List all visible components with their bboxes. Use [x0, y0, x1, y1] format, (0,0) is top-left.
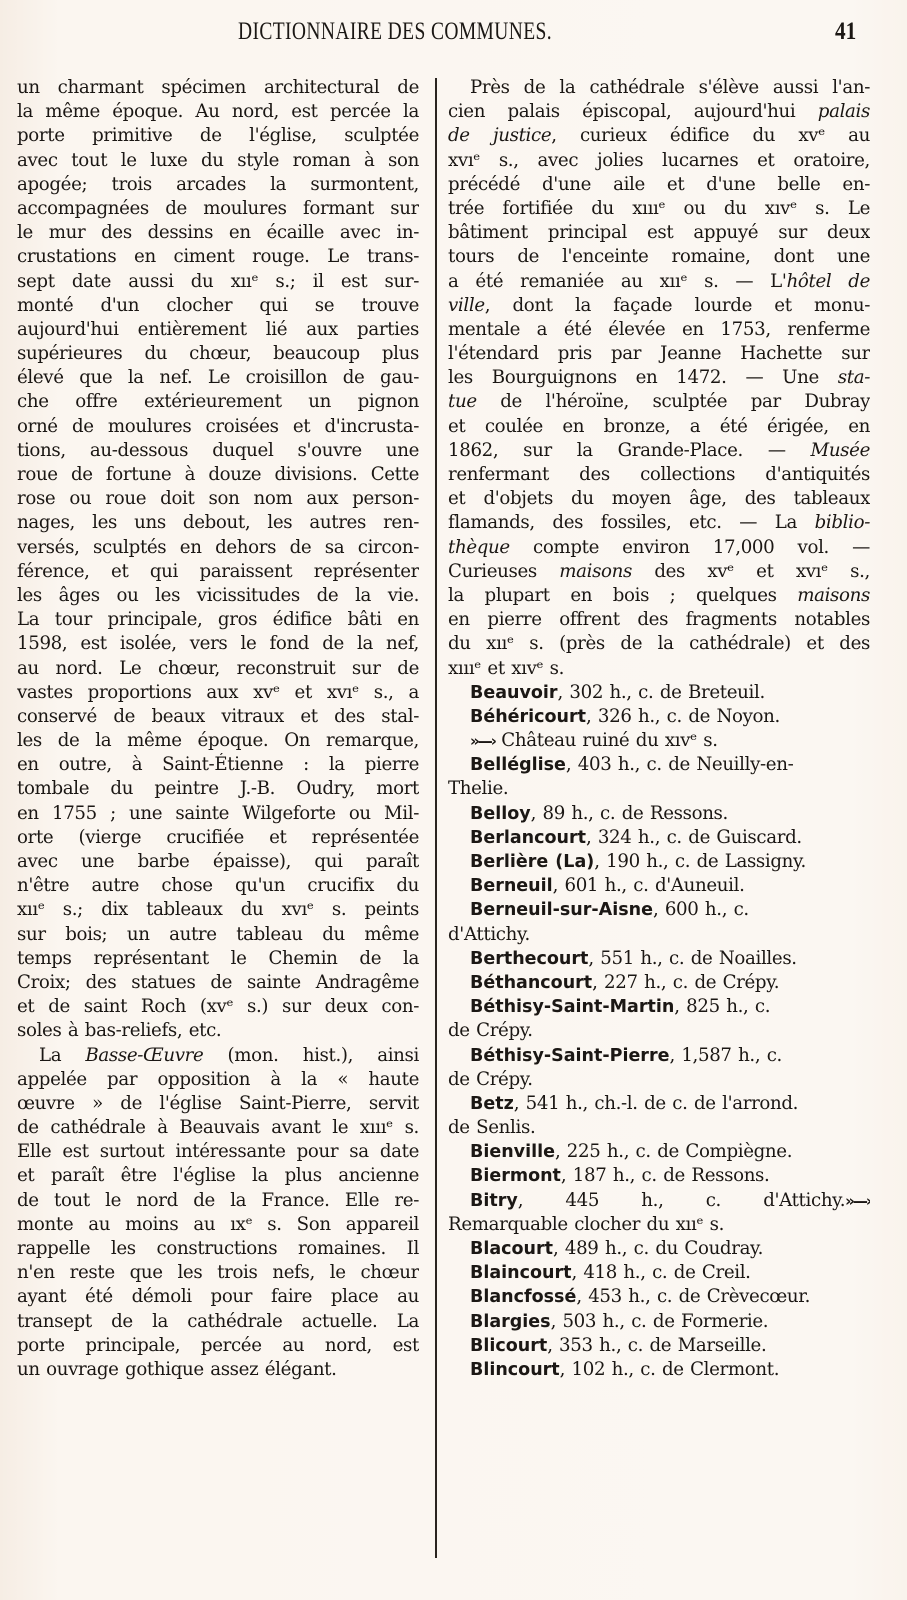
commune-details: , 227 h., c. de Crépy.	[592, 971, 780, 993]
text-run: La	[39, 1044, 86, 1066]
text-line: appelée par opposition à la « haute	[17, 1068, 419, 1090]
text-line	[448, 415, 870, 439]
text-line: élevé que la nef. Le croisillon de gau-	[17, 367, 419, 389]
text-line	[448, 632, 870, 656]
text-line: apogée; trois arcades la surmontent,	[17, 173, 419, 195]
text-line: ayant été démoli pour faire place au	[17, 1286, 419, 1308]
text-line: aujourd'hui entièrement lié aux parties	[17, 318, 419, 340]
text-line: accompagnées de moulures formant sur	[17, 197, 419, 219]
italic-term: ville	[448, 294, 485, 316]
text-line	[448, 487, 870, 511]
commune-entry	[448, 947, 870, 971]
text-line	[448, 439, 870, 463]
commune-details: , 190 h., c. de Lassigny.	[594, 851, 806, 872]
text-line	[448, 197, 870, 221]
italic-term: sta-	[837, 367, 870, 389]
italic-term: maisons	[559, 560, 633, 582]
text-line	[448, 536, 870, 560]
commune-details: , 353 h., c. de Marseille.	[547, 1334, 767, 1356]
text-line: Elle est surtout intéressante pour sa date	[17, 1141, 419, 1163]
italic-term: biblio-	[814, 512, 870, 534]
text-line	[448, 511, 870, 535]
text-run: xıııᵉ et xıvᵉ s.	[448, 657, 565, 679]
text-run: Curieuses	[448, 560, 560, 582]
text-line	[448, 366, 870, 390]
commune-details: , 489 h., c. du Coudray.	[553, 1238, 763, 1259]
italic-term: thèque	[448, 536, 510, 558]
text-run: renfermant des collections d'antiquités	[448, 464, 870, 485]
text-run: xvıᵉ s., avec jolies lucarnes et oratoire,	[448, 149, 870, 171]
entry-continuation	[448, 923, 870, 947]
commune-name: Blacourt	[470, 1239, 553, 1259]
text-run: en pierre offrent des fragments notables	[448, 609, 870, 631]
text-run: Château ruiné du xıvᵉ s.	[494, 730, 718, 752]
italic-term: Basse-Œuvre	[85, 1044, 204, 1066]
commune-name: Berneuil	[470, 876, 553, 897]
commune-entry	[448, 826, 870, 850]
running-title: DICTIONNAIRE DES COMMUNES.	[238, 18, 553, 45]
commune-entry	[448, 753, 870, 777]
text-line: un ouvrage gothique assez élégant.	[17, 1358, 337, 1380]
text-run: et coulée en bronze, a été érigée, en	[448, 415, 870, 437]
text-line: les de la même époque. On remarque,	[17, 730, 419, 752]
arrow-icon: »—›	[470, 732, 495, 751]
text-line: conservé de beaux vitraux et des stal-	[17, 705, 419, 727]
commune-entry	[448, 1044, 870, 1068]
commune-entry	[448, 1092, 870, 1116]
text-line	[448, 294, 870, 318]
commune-entry	[448, 681, 870, 705]
text-line: avec tout le luxe du style roman à son	[17, 149, 419, 171]
text-run: Thelie.	[448, 778, 509, 800]
italic-term: Musée	[810, 439, 870, 461]
commune-name: Béthisy-Saint-Martin	[470, 997, 675, 1018]
commune-name: Belloy	[470, 803, 531, 824]
page-header	[0, 18, 907, 54]
text-line	[448, 270, 870, 294]
italic-term: tue	[448, 391, 477, 413]
text-run: de l'héroïne, sculptée par Dubray	[476, 391, 870, 413]
left-column	[17, 76, 419, 1382]
text-run: tours de l'enceinte romaine, dont une	[448, 246, 870, 268]
commune-name: Berthecourt	[470, 948, 589, 969]
italic-term: maisons	[797, 584, 870, 606]
text-line: crustations en ciment rouge. Le trans-	[17, 246, 419, 268]
text-run: des xvᵉ et xvıᵉ s.,	[632, 560, 870, 582]
commune-entry	[448, 898, 870, 922]
text-line	[448, 342, 870, 366]
text-line: sept date aussi du xııᵉ s.; il est sur-	[17, 270, 419, 292]
text-line: tombale du peintre J.-B. Oudry, mort	[17, 778, 419, 800]
text-line: au nord. Le chœur, reconstruit sur de	[17, 657, 419, 679]
commune-name: Berneuil-sur-Aisne	[470, 900, 653, 921]
text-line: transept de la cathédrale actuelle. La	[17, 1310, 419, 1332]
italic-term: hôtel de	[786, 270, 870, 292]
commune-name: Blargies	[470, 1311, 551, 1332]
commune-entry	[448, 1164, 870, 1188]
text-line: de tout le nord de la France. Elle re-	[17, 1189, 419, 1211]
text-run: d'Attichy.	[448, 923, 530, 945]
text-run: flamands, des fossiles, etc. — La	[448, 512, 815, 534]
entry-continuation	[448, 1068, 870, 1092]
text-line	[448, 584, 870, 608]
text-line: rappelle les constructions romaines. Il	[17, 1238, 419, 1259]
commune-details: , 418 h., c. de Creil.	[571, 1262, 751, 1284]
text-line: orné de moulures croisées et d'incrusta-	[17, 415, 419, 437]
commune-details: , 503 h., c. de Formerie.	[550, 1310, 769, 1332]
commune-name: Blancfossé	[470, 1287, 577, 1308]
commune-entry	[448, 1237, 870, 1261]
commune-name: Biermont	[470, 1166, 561, 1187]
text-run: et d'objets du moyen âge, des tableaux	[448, 488, 870, 510]
commune-entry	[448, 995, 870, 1019]
text-line: che offre extérieurement un pignon	[17, 391, 419, 413]
commune-details: , 403 h., c. de Neuilly-en-	[565, 754, 794, 776]
text-line	[448, 245, 870, 269]
text-run: bâtiment principal est appuyé sur deux	[448, 222, 870, 244]
commune-entry	[448, 1189, 870, 1213]
text-line: n'en reste que les trois nefs, le chœur	[17, 1262, 419, 1284]
commune-entry	[448, 1285, 870, 1309]
text-line	[448, 318, 870, 342]
commune-name: Béthisy-Saint-Pierre	[470, 1045, 670, 1066]
text-line: le mur des dessins en écaille avec in-	[17, 222, 419, 244]
text-line	[448, 221, 870, 245]
text-line: 1598, est isolée, vers le fond de la nef,	[17, 633, 419, 655]
text-line	[448, 390, 870, 414]
text-line	[448, 608, 870, 632]
commune-name: Bienville	[470, 1142, 555, 1163]
text-line: La tour principale, gros édifice bâti en	[17, 609, 419, 631]
text-run: précédé d'une aile et d'une belle en-	[448, 173, 870, 195]
commune-details: , 89 h., c. de Ressons.	[530, 802, 728, 824]
text-line: monté d'un clocher qui se trouve	[17, 294, 419, 316]
commune-details: , 551 h., c. de Noailles.	[588, 947, 797, 969]
text-line	[448, 463, 870, 487]
commune-name: Belléglise	[470, 755, 566, 776]
text-run: a été remaniée au xııᵉ s. — L'	[448, 270, 787, 292]
commune-details: , 326 h., c. de Noyon.	[586, 705, 780, 727]
commune-details: , 541 h., ch.-l. de c. de l'arrond.	[513, 1092, 799, 1114]
text-run: la plupart en bois ; quelques	[448, 584, 798, 606]
text-line: n'être autre chose qu'un crucifix du	[17, 875, 419, 897]
text-line: porte principale, percée au nord, est	[17, 1334, 419, 1356]
text-run: du xııᵉ s. (près de la cathédrale) et des	[448, 633, 870, 655]
entry-continuation	[448, 777, 870, 801]
text-line: avec une barbe épaisse), qui paraît	[17, 851, 419, 872]
text-run: cien palais épiscopal, aujourd'hui	[448, 101, 818, 123]
commune-name: Blincourt	[470, 1359, 560, 1380]
text-line: porte primitive de l'église, sculptée	[17, 125, 419, 147]
text-line	[448, 149, 870, 173]
text-line: tions, au-dessous duquel s'ouvre une	[17, 439, 419, 461]
commune-name: Blaincourt	[470, 1263, 572, 1284]
text-line: de cathédrale à Beauvais avant le xıııᵉ s.	[17, 1117, 419, 1139]
text-run: les Bourguignons en 1472. — Une	[448, 367, 838, 389]
commune-details: , 825 h., c.	[674, 996, 771, 1018]
text-line: un charmant spécimen architectural de	[17, 77, 419, 98]
text-line	[448, 100, 870, 124]
text-line: temps représentant le Chemin de la	[17, 947, 419, 969]
text-run: Remarquable clocher du xııᵉ s.	[448, 1213, 725, 1235]
commune-entry	[448, 971, 870, 995]
commune-name: Blicourt	[470, 1335, 548, 1356]
commune-entry	[448, 802, 870, 826]
text-line: œuvre » de l'église Saint-Pierre, servit	[17, 1092, 419, 1114]
text-run: de Crépy.	[448, 1068, 533, 1090]
right-column	[448, 76, 870, 1382]
commune-details: , 102 h., c. de Clermont.	[559, 1358, 780, 1380]
text-line: Croix; des statues de sainte Andragême	[17, 971, 419, 993]
commune-name: Beauvoir	[470, 682, 558, 703]
commune-details: , 601 h., c. d'Auneuil.	[552, 875, 745, 897]
column-divider	[435, 78, 437, 1558]
text-line: roue de fortune à douze divisions. Cette	[17, 464, 419, 485]
text-line: et de saint Roch (xvᵉ s.) sur deux con-	[17, 996, 419, 1018]
text-line: xııᵉ s.; dix tableaux du xvıᵉ s. peints	[17, 899, 419, 921]
text-run: Près de la cathédrale s'élève aussi l'an-	[470, 77, 870, 98]
text-line: en outre, à Saint-Étienne : la pierre	[17, 754, 419, 776]
text-run: trée fortifiée du xıııᵉ ou du xıvᵉ s. Le	[448, 197, 870, 219]
text-run: 1862, sur la Grande-Place. —	[448, 439, 811, 461]
commune-name: Béhéricourt	[470, 706, 587, 727]
text-line	[17, 1044, 419, 1068]
commune-entry	[448, 874, 870, 898]
commune-name: Betz	[470, 1093, 514, 1114]
text-line: orte (vierge crucifiée et représentée	[17, 826, 419, 848]
text-line: nages, les uns debout, les autres ren-	[17, 512, 419, 534]
commune-name: Berlancourt	[470, 827, 586, 848]
arrow-icon: »—›	[845, 1191, 870, 1210]
commune-details: , 187 h., c. de Ressons.	[560, 1165, 770, 1187]
entry-continuation	[448, 729, 870, 753]
text-line	[448, 657, 870, 681]
commune-details: , 225 h., c. de Compiègne.	[554, 1141, 793, 1163]
commune-entry	[448, 705, 870, 729]
page-number: 41	[835, 18, 857, 45]
text-line	[448, 560, 870, 584]
text-run: l'étendard pris par Jeanne Hachette sur	[448, 343, 870, 365]
commune-entry	[448, 850, 870, 874]
commune-name: Berlière (La)	[470, 852, 595, 872]
text-line: versés, sculptés en dehors de sa circon-	[17, 536, 419, 558]
entry-continuation	[448, 1019, 870, 1043]
text-run: (mon. hist.), ainsi	[203, 1044, 419, 1066]
commune-name: Bitry	[470, 1190, 518, 1211]
text-line: les âges ou les vicissitudes de la vie.	[17, 584, 419, 606]
text-run: , dont la façade lourde et monu-	[484, 294, 870, 316]
text-line: rose ou roue doit son nom aux person-	[17, 488, 419, 510]
text-line: monte au moins au ıxᵉ s. Son appareil	[17, 1213, 419, 1235]
commune-details: , 453 h., c. de Crèvecœur.	[576, 1286, 811, 1308]
commune-entry	[448, 1358, 870, 1382]
text-line: et paraît être l'église la plus ancienne	[17, 1165, 419, 1187]
commune-details: , 302 h., c. de Breteuil.	[557, 681, 765, 703]
text-line: soles à bas-reliefs, etc.	[17, 1020, 222, 1042]
entry-continuation	[448, 1116, 870, 1140]
commune-details: , 445 h., c. d'Attichy.	[517, 1189, 846, 1211]
commune-entry	[448, 1261, 870, 1285]
text-line	[448, 124, 870, 148]
text-run: compte environ 17,000 vol. —	[509, 536, 870, 558]
text-line: férence, et qui paraissent représenter	[17, 560, 419, 582]
commune-entry	[448, 1310, 870, 1334]
text-line: en 1755 ; une sainte Wilgeforte ou Mil-	[17, 802, 419, 824]
text-line: supérieures du chœur, beaucoup plus	[17, 343, 419, 365]
text-run: mentale a été élevée en 1753, renferme	[448, 318, 870, 340]
text-line	[448, 76, 870, 100]
text-line: sur bois; un autre tableau du même	[17, 923, 419, 945]
text-run: de Crépy.	[448, 1020, 533, 1042]
commune-details: , 600 h., c.	[652, 899, 749, 921]
commune-name: Béthancourt	[470, 972, 593, 993]
commune-details: , 1,587 h., c.	[669, 1044, 782, 1066]
text-line: la même époque. Au nord, est percée la	[17, 101, 419, 123]
entry-continuation	[448, 1213, 870, 1237]
commune-details: , 324 h., c. de Guiscard.	[585, 826, 802, 848]
text-run: de Senlis.	[448, 1117, 536, 1139]
commune-entry	[448, 1140, 870, 1164]
text-line: vastes proportions aux xvᵉ et xvıᵉ s., a	[17, 681, 419, 703]
commune-entry	[448, 1334, 870, 1358]
italic-term: palais	[817, 101, 870, 123]
text-line	[448, 173, 870, 197]
text-run: , curieux édifice du xvᵉ au	[551, 125, 870, 147]
italic-term: de justice	[448, 125, 552, 147]
